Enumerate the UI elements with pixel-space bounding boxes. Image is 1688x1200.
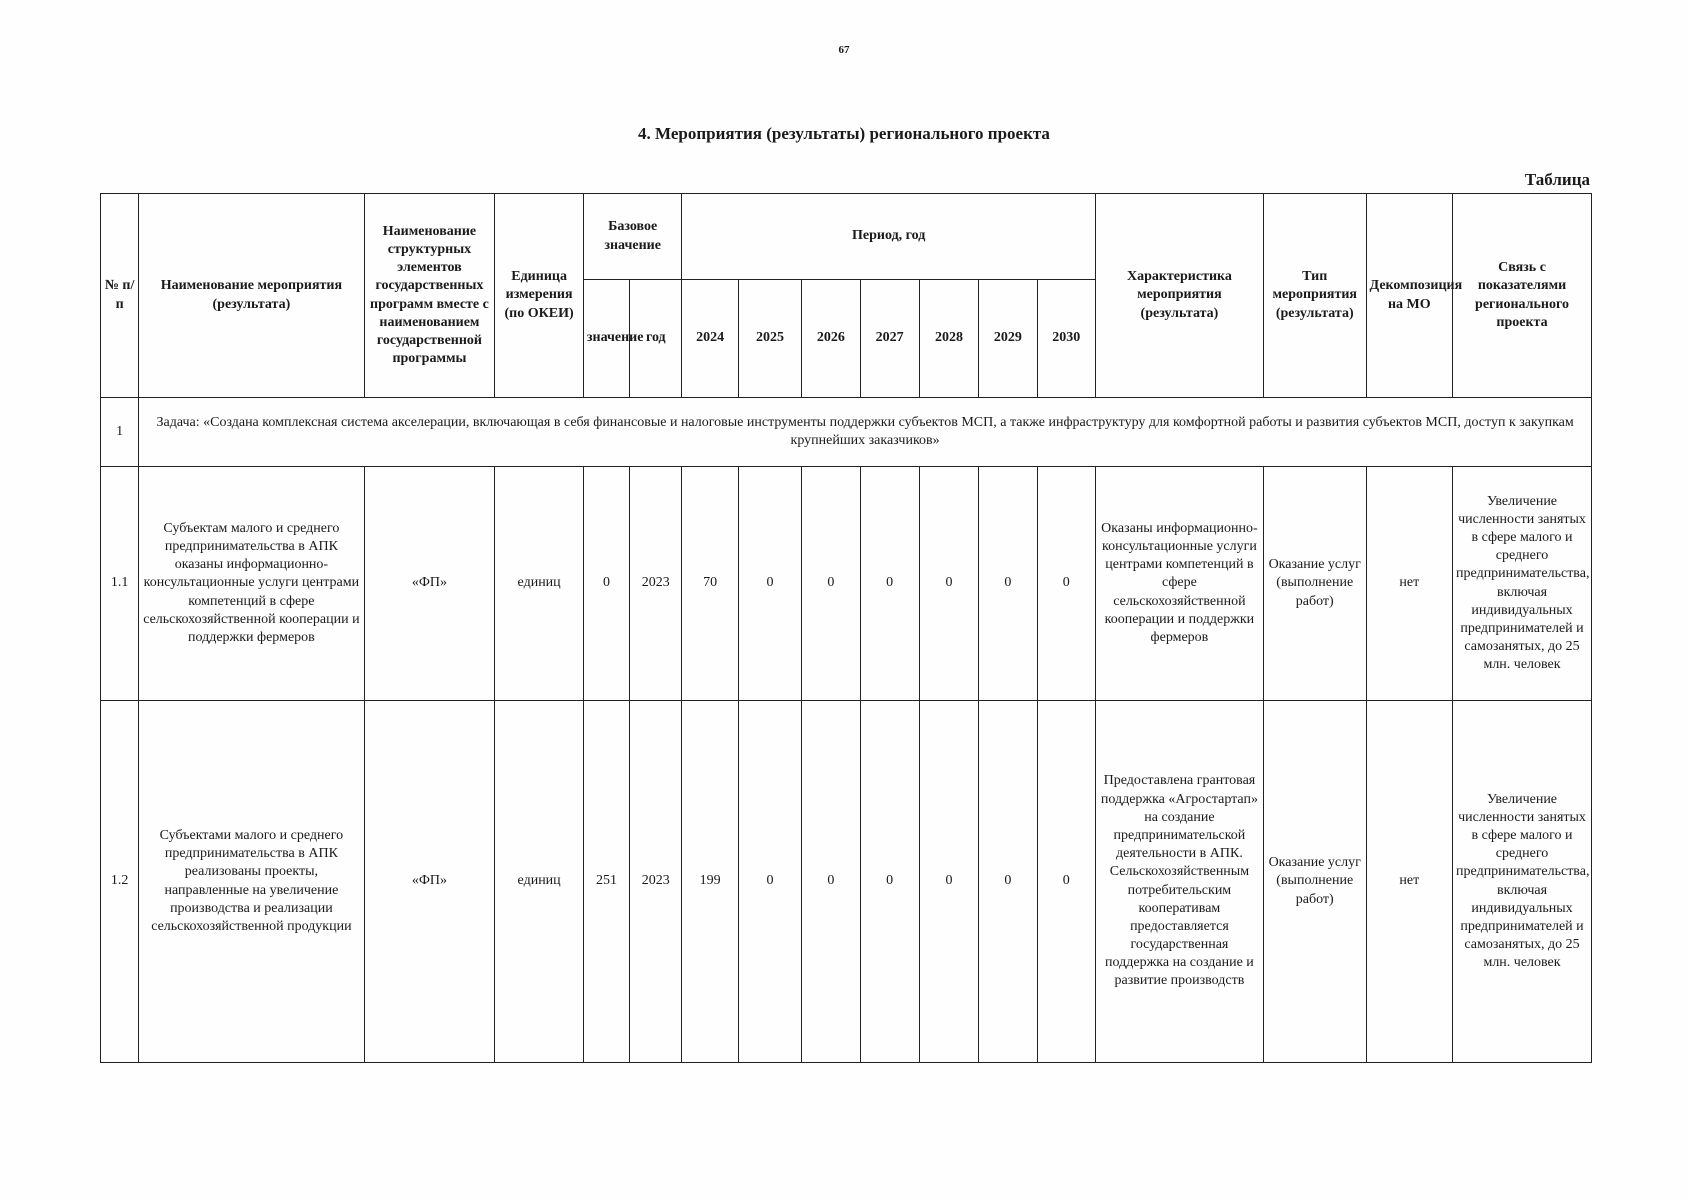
task-num: 1 — [101, 398, 139, 467]
row-link: Увеличение численности занятых в сфере малого и среднего предпринимательства, включая индивидуальных предпринимателей и самозанятых, до 25 млн. человек — [1453, 701, 1592, 1063]
row-value-2025: 0 — [738, 467, 801, 701]
row-value-2026: 0 — [802, 467, 860, 701]
row-base-year: 2023 — [630, 701, 682, 1063]
row-value-2028: 0 — [919, 701, 978, 1063]
header-type: Тип мероприятия (результата) — [1263, 194, 1366, 398]
row-value-2026: 0 — [802, 701, 860, 1063]
row-characteristic: Оказаны информационно-консультационные услуги центрами компетенций в сфере сельскохозяйственной кооперации и поддержки фермеров — [1095, 467, 1263, 701]
row-value-2027: 0 — [860, 467, 919, 701]
row-num: 1.1 — [101, 467, 139, 701]
header-period: Период, год — [682, 194, 1095, 280]
header-year-2026: 2026 — [802, 280, 860, 398]
row-num: 1.2 — [101, 701, 139, 1063]
row-base-value: 0 — [583, 467, 629, 701]
measures-table — [100, 193, 1592, 1063]
header-unit: Единица измерения (по ОКЕИ) — [495, 194, 584, 398]
table-label: Таблица — [1524, 170, 1590, 189]
task-row — [101, 398, 1592, 467]
header-row-1 — [101, 194, 1592, 280]
row-value-2024: 199 — [682, 701, 738, 1063]
row-base-year: 2023 — [630, 467, 682, 701]
header-year-2029: 2029 — [979, 280, 1037, 398]
row-value-2029: 0 — [979, 467, 1037, 701]
header-link: Связь с показателями регионального проекта — [1453, 194, 1592, 398]
header-year-2024: 2024 — [682, 280, 738, 398]
row-decomposition: нет — [1366, 701, 1453, 1063]
header-structural: Наименование структурных элементов государственных программ вместе с наименованием государственной программы — [364, 194, 495, 398]
row-structural: «ФП» — [364, 701, 495, 1063]
row-link: Увеличение численности занятых в сфере малого и среднего предпринимательства, включая индивидуальных предпринимателей и самозанятых, до 25 млн. человек — [1453, 467, 1592, 701]
row-name: Субъектами малого и среднего предпринимательства в АПК реализованы проекты, направленные на увеличение производства и реализации сельскохозяйственной продукции — [139, 701, 364, 1063]
row-value-2028: 0 — [919, 467, 978, 701]
section-title: 4. Мероприятия (результаты) регионального проекта — [638, 124, 1050, 143]
row-characteristic: Предоставлена грантовая поддержка «Агростартап» на создание предпринимательской деятельности в АПК. Сельскохозяйственным потребительским кооперативам предоставляется государственная поддержка на создание и развитие производств — [1095, 701, 1263, 1063]
page-number: 67 — [838, 44, 850, 56]
row-value-2029: 0 — [979, 701, 1037, 1063]
row-type: Оказание услуг (выполнение работ) — [1263, 467, 1366, 701]
header-year-2028: 2028 — [919, 280, 978, 398]
header-year-2025: 2025 — [738, 280, 801, 398]
header-year-2030: 2030 — [1037, 280, 1095, 398]
header-num: № п/п — [101, 194, 139, 398]
header-year-2027: 2027 — [860, 280, 919, 398]
header-characteristic: Характеристика мероприятия (результата) — [1095, 194, 1263, 398]
header-base: Базовое значение — [583, 194, 682, 280]
header-decomposition: Декомпозиция на МО — [1366, 194, 1453, 398]
table-row — [101, 467, 1592, 701]
row-value-2024: 70 — [682, 467, 738, 701]
row-structural: «ФП» — [364, 467, 495, 701]
row-unit: единиц — [495, 467, 584, 701]
table-row — [101, 701, 1592, 1063]
row-unit: единиц — [495, 701, 584, 1063]
row-value-2030: 0 — [1037, 467, 1095, 701]
row-type: Оказание услуг (выполнение работ) — [1263, 701, 1366, 1063]
task-text: Задача: «Создана комплексная система акселерации, включающая в себя финансовые и налоговые инструменты поддержки субъектов МСП, а также инфраструктуру для комфортной работы и развития субъектов МСП, доступ к закупкам крупнейших заказчиков» — [139, 398, 1592, 467]
row-decomposition: нет — [1366, 467, 1453, 701]
header-base-value: значение — [583, 280, 629, 398]
row-name: Субъектам малого и среднего предпринимательства в АПК оказаны информационно-консультационные услуги центрами компетенций в сфере сельскохозяйственной кооперации и поддержки фермеров — [139, 467, 364, 701]
row-base-value: 251 — [583, 701, 629, 1063]
header-name: Наименование мероприятия (результата) — [139, 194, 364, 398]
header-base-year: год — [630, 280, 682, 398]
row-value-2030: 0 — [1037, 701, 1095, 1063]
row-value-2027: 0 — [860, 701, 919, 1063]
row-value-2025: 0 — [738, 701, 801, 1063]
